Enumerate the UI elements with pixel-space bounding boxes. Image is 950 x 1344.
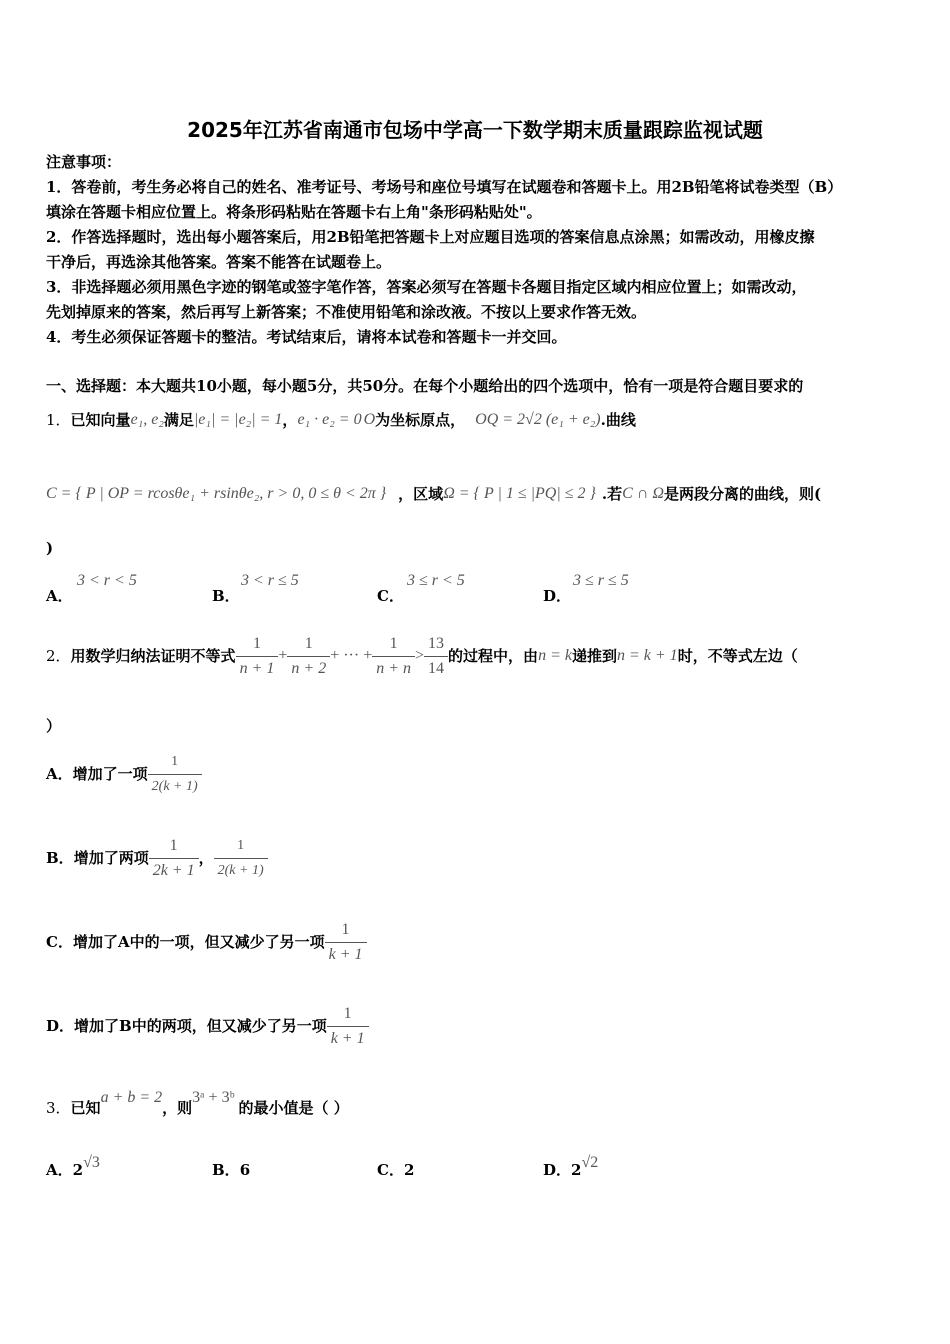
q2-text: 的过程中，由 [448, 647, 539, 665]
option-radical: √3 [83, 1154, 100, 1171]
option-value: 2 [72, 1161, 84, 1179]
q2-option-a[interactable] [46, 750, 202, 798]
q1-option-c[interactable] [377, 585, 404, 606]
option-fraction-2 [214, 836, 268, 881]
option-text: 增加了B中的两项，但又减少了另一项 [74, 1017, 327, 1035]
q1-math-oq: OQ = 2√2 (e₁ + e₂) [475, 411, 601, 428]
option-label: B． [212, 1161, 240, 1179]
fraction-denominator: k + 1 [325, 942, 367, 965]
q2-math-nk1: n = k + 1 [616, 647, 678, 664]
notice-heading: 注意事项： [46, 153, 122, 171]
q3-text: 已知 [70, 1099, 101, 1117]
fraction-denominator: n + 2 [287, 656, 330, 679]
fraction-numerator: 1 [304, 634, 313, 652]
q1-option-b-math: 3 < r ≤ 5 [241, 572, 299, 589]
q1-math-origin: O [363, 411, 376, 428]
option-label: D． [46, 1017, 75, 1035]
q2-math-nk: n = k [538, 647, 572, 664]
q3-text: 的最小值是（ ） [238, 1099, 349, 1117]
q2-plus: + [278, 647, 288, 664]
fraction-numerator: 1 [343, 1004, 352, 1022]
q3-math-expr: 3ᵃ + 3ᵇ [192, 1089, 235, 1106]
q2-text: 用数学归纳法证明不等式 [70, 647, 236, 665]
q1-text: ，区域 [398, 485, 444, 503]
fraction-numerator: 1 [389, 634, 398, 652]
option-text: 增加了一项 [72, 765, 148, 783]
question-number: 3． [46, 1099, 71, 1117]
q3-option-a[interactable] [46, 1154, 100, 1181]
option-label: A． [46, 765, 73, 783]
q1-text: .曲线 [600, 411, 636, 429]
q1-text: 为坐标原点， [375, 411, 466, 429]
q1-math-curve: C = { P | OP = rcosθe₁ + rsinθe₂, r > 0, 0 ≤ θ < 2π } [46, 485, 387, 502]
q1-option-a[interactable] [46, 585, 73, 606]
q1-close-paren: ) [46, 539, 54, 557]
q3-option-c[interactable] [377, 1160, 414, 1180]
notice-line: 3．非选择题必须用黑色字迹的钢笔或签字笔作答，答案必须写在答题卡各题目指定区域内相应位置上；如需改动， [46, 278, 807, 296]
q2-fraction-13-14 [424, 634, 448, 679]
section-heading: 一、选择题：本大题共10小题，每小题5分，共50分。在每个小题给出的四个选项中，恰有一项是符合题目要求的 [46, 377, 804, 395]
q2-text: 递推到 [571, 647, 617, 665]
q3-option-b[interactable] [212, 1160, 250, 1180]
q2-close-paren: ） [46, 717, 62, 735]
option-label: C． [377, 587, 404, 605]
fraction-numerator: 13 [428, 634, 445, 652]
q1-text: 已知向量 [70, 411, 131, 429]
q2-option-b[interactable] [46, 834, 268, 882]
option-label: A． [46, 587, 73, 605]
fraction-denominator: n + 1 [236, 656, 279, 679]
fraction-numerator: 1 [252, 634, 261, 652]
q2-text: 时，不等式左边（ [677, 647, 798, 665]
q2-dots: + ··· + [330, 647, 373, 664]
notice-line: 填涂在答题卡相应位置上。将条形码粘贴在答题卡右上角"条形码粘贴处"。 [46, 203, 542, 221]
q2-option-c[interactable] [46, 918, 367, 966]
question-3-line-1 [46, 1089, 349, 1118]
notice-line: 干净后，再选涂其他答案。答案不能答在试题卷上。 [46, 253, 392, 271]
q1-text: ， [282, 411, 298, 429]
q1-math-region: Ω = { P | 1 ≤ |PQ| ≤ 2 } [443, 485, 596, 502]
notice-line: 4．考生必须保证答题卡的整洁。考试结束后，请将本试卷和答题卡一并交回。 [46, 328, 567, 346]
q1-text: 满足 [163, 411, 194, 429]
option-text: 增加了A中的一项，但又减少了另一项 [72, 933, 325, 951]
option-value: 2 [571, 1161, 582, 1179]
fraction-numerator: 1 [171, 753, 179, 769]
option-fraction [327, 1004, 369, 1049]
option-label: B． [46, 849, 74, 867]
fraction-denominator: 2(k + 1) [214, 858, 268, 881]
q1-option-d[interactable] [543, 585, 571, 606]
q1-option-c-math: 3 ≤ r < 5 [407, 572, 465, 589]
question-number: 1． [46, 411, 71, 429]
fraction-denominator: n + n [372, 656, 415, 679]
option-separator: ， [198, 849, 214, 867]
option-text: 增加了两项 [73, 849, 149, 867]
q2-fraction-2 [287, 634, 330, 679]
option-label: A． [46, 1161, 73, 1179]
fraction-denominator: k + 1 [327, 1026, 369, 1049]
fraction-denominator: 2k + 1 [149, 858, 199, 881]
q1-math-vectors: e₁, e₂ [130, 411, 164, 428]
notice-line: 先划掉原来的答案，然后再写上新答案；不准使用铅笔和涂改液。不按以上要求作答无效。 [46, 303, 647, 321]
option-fraction [325, 920, 367, 965]
option-fraction [148, 752, 202, 797]
q1-text: 是两段分离的曲线，则( [663, 485, 822, 503]
option-value: 6 [239, 1161, 251, 1179]
option-label: C． [377, 1161, 404, 1179]
question-1-line-2 [46, 484, 821, 504]
fraction-numerator: 1 [341, 920, 350, 938]
option-radical: √2 [581, 1154, 599, 1171]
q2-option-d[interactable] [46, 1002, 369, 1050]
notice-line: 2．作答选择题时，选出每小题答案后，用2B铅笔把答题卡上对应题目选项的答案信息点涂黑；如需改动，用橡皮擦 [46, 228, 815, 246]
q3-text: ，则 [162, 1099, 193, 1117]
question-number: 2． [46, 647, 71, 665]
fraction-numerator: 1 [237, 837, 245, 853]
question-1-line-1 [46, 410, 636, 430]
q1-math-cond2: e₁ · e₂ = 0 [297, 411, 362, 428]
fraction-numerator: 1 [169, 836, 178, 854]
q1-math-cond1: |e₁| = |e₂| = 1 [193, 411, 283, 428]
option-label: C． [46, 933, 73, 951]
q2-gt: > [415, 647, 425, 664]
q3-option-d[interactable] [543, 1154, 599, 1181]
notice-line: 1．答卷前，考生务必将自己的姓名、准考证号、考场号和座位号填写在试题卷和答题卡上。用2B铅笔将试卷类型（B） [46, 178, 843, 196]
q2-fraction-n [372, 634, 415, 679]
q2-fraction-1 [236, 634, 279, 679]
option-label: D． [543, 587, 572, 605]
option-fraction [149, 836, 199, 881]
option-label: D． [543, 1161, 572, 1179]
q1-option-d-math: 3 ≤ r ≤ 5 [573, 572, 629, 589]
q1-text: .若 [601, 485, 623, 503]
fraction-denominator: 14 [424, 656, 448, 679]
q3-math-ab: a + b = 2 [100, 1089, 163, 1106]
q1-math-intersection: C ∩ Ω [622, 485, 664, 502]
question-2-line-1 [46, 630, 798, 682]
option-label: B． [212, 587, 240, 605]
q1-option-b[interactable] [212, 585, 240, 606]
page-title: 2025年江苏省南通市包场中学高一下数学期末质量跟踪监视试题 [187, 118, 763, 142]
q1-option-a-math: 3 < r < 5 [77, 572, 137, 589]
fraction-denominator: 2(k + 1) [148, 774, 202, 797]
option-value: 2 [403, 1161, 415, 1179]
